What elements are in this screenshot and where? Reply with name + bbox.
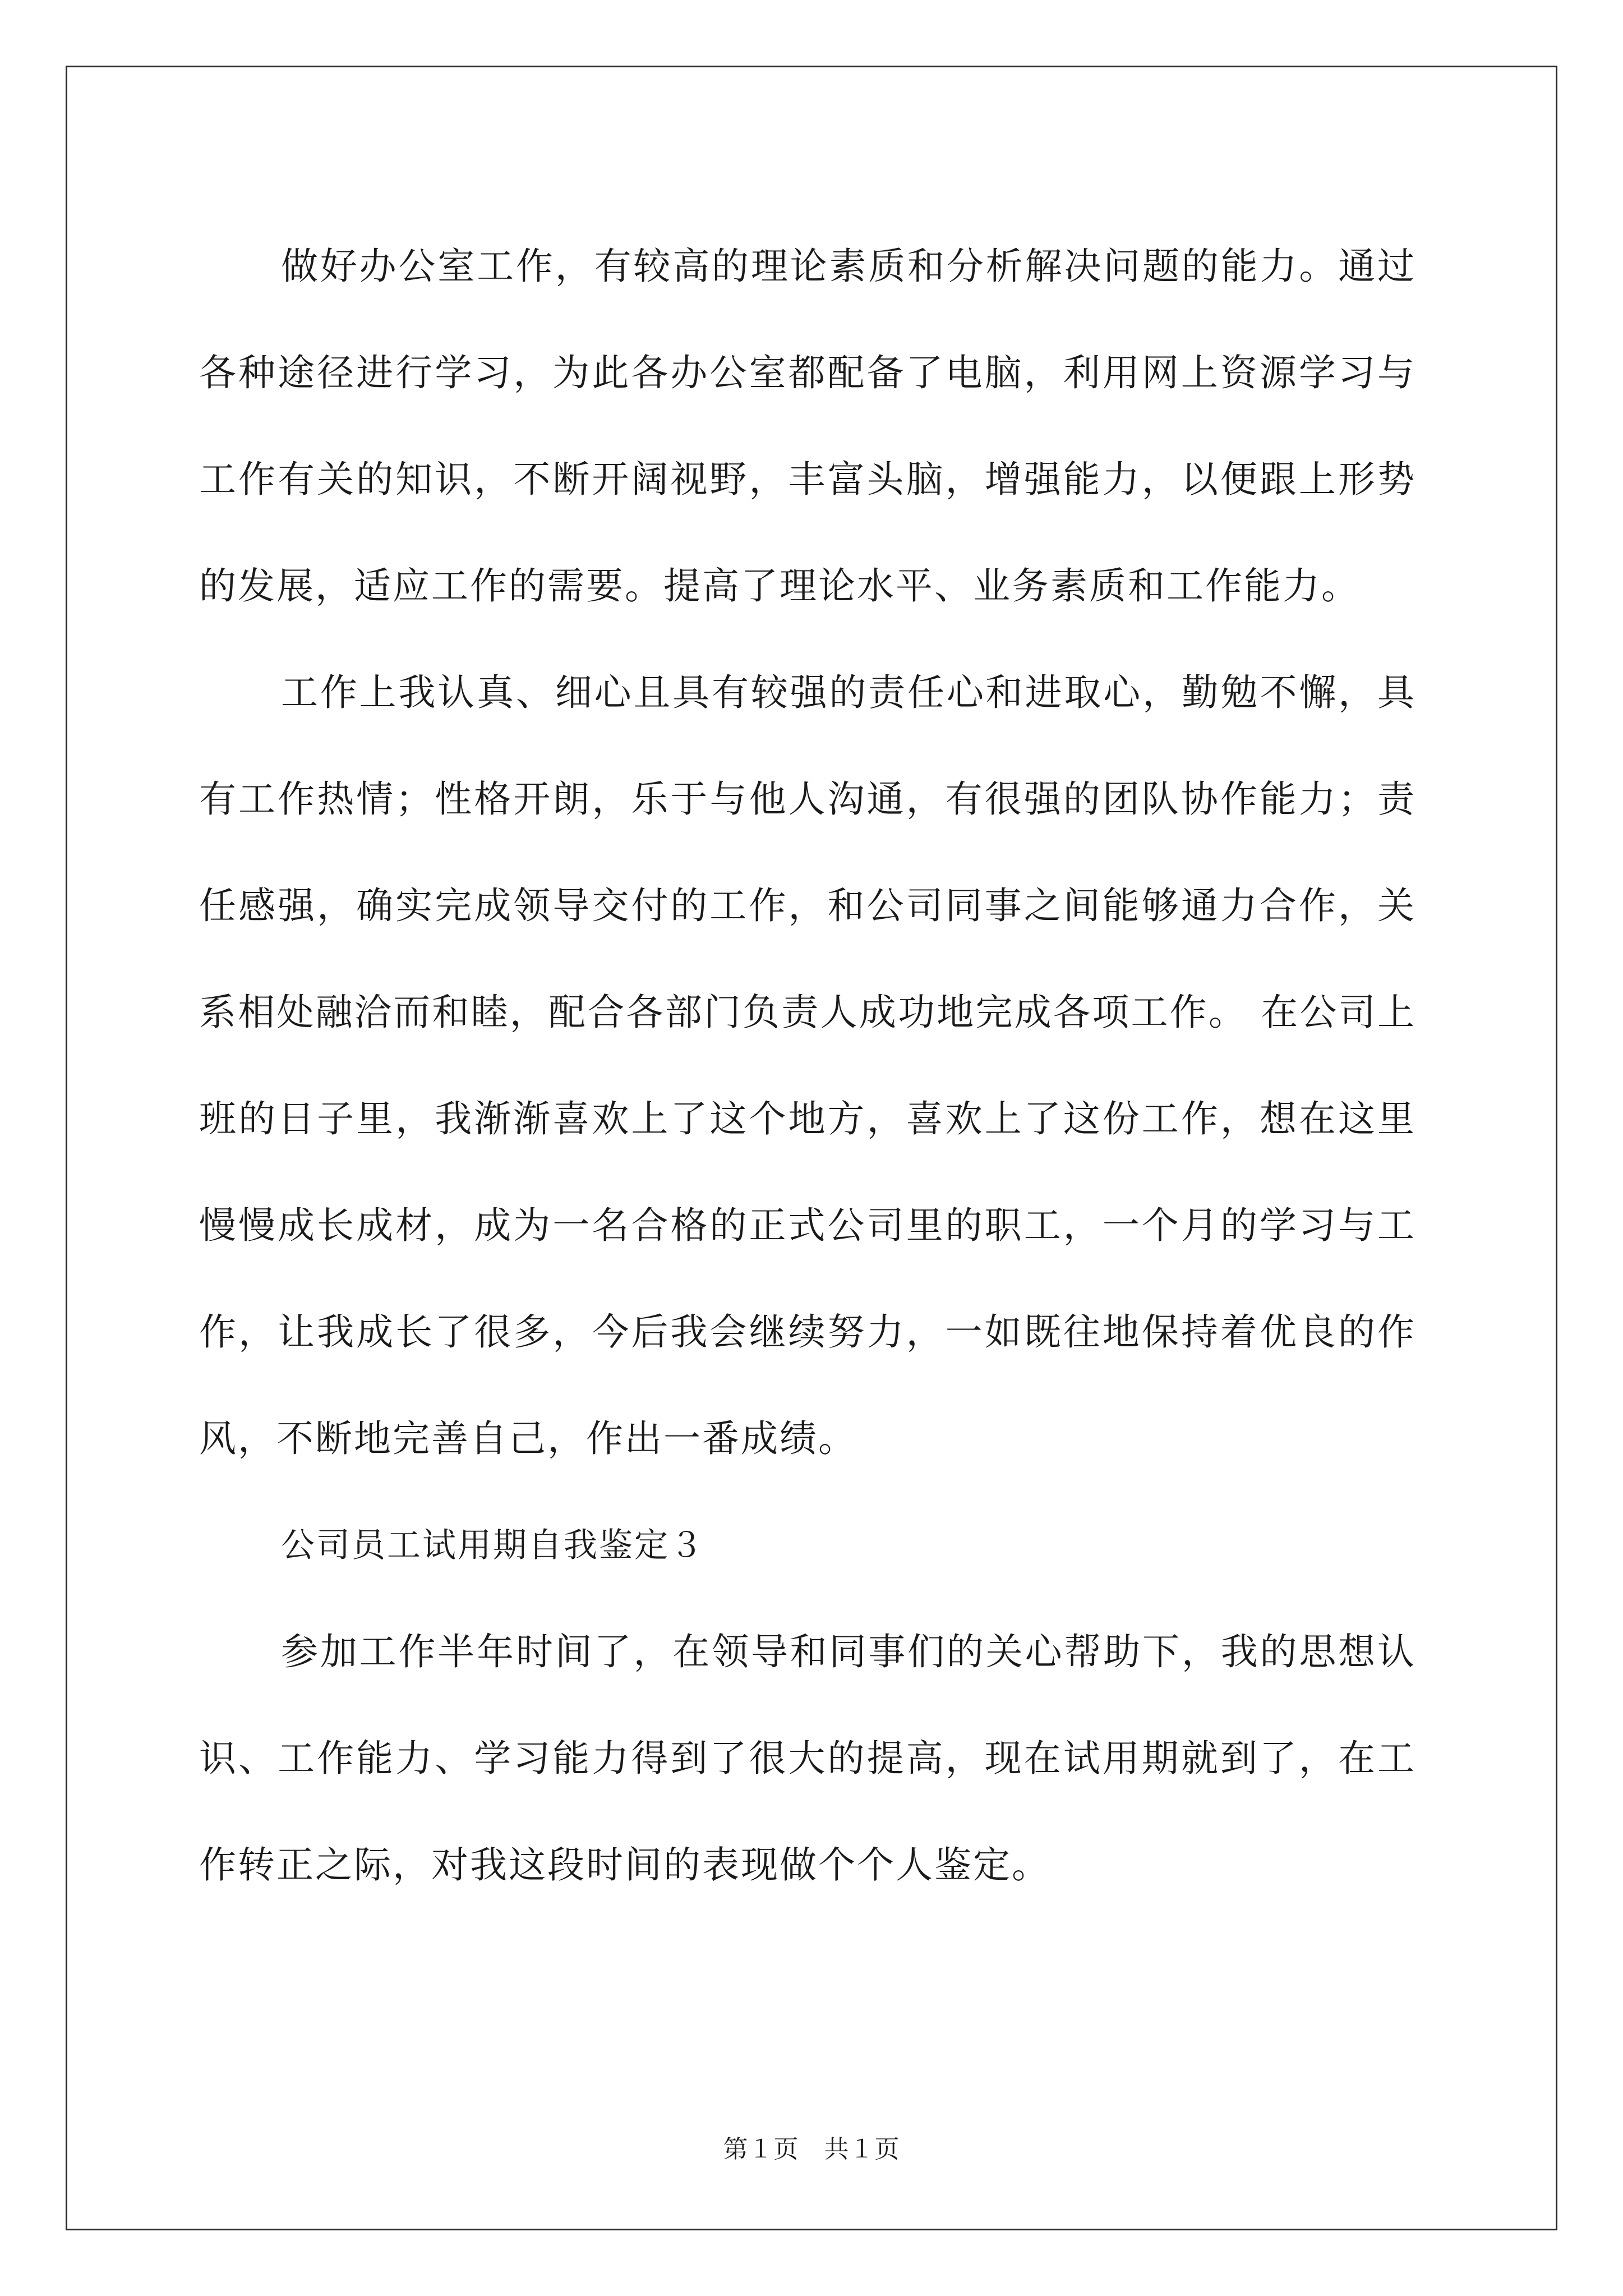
body-paragraph-1: 做好办公室工作，有较高的理论素质和分析解决问题的能力。通过各种途径进行学习，为此各办公室都配备了电脑，利用网上资源学习与工作有关的知识，不断开阔视野，丰富头脑，增强能力，以便跟上形势的发展，适应工作的需要。提高了理论水平、业务素质和工作能力。 xyxy=(199,245,1416,608)
page-footer: 第１页 共１页 xyxy=(723,2136,900,2163)
section-heading: 公司员工试用期自我鉴定３ xyxy=(281,1526,705,1565)
section-paragraph: 参加工作半年时间了，在领导和同事们的关心帮助下，我的思想认识、工作能力、学习能力得到了很大的提高，现在试用期就到了，在工作转正之际，对我这段时间的表现做个个人鉴定。 xyxy=(199,1630,1416,1887)
body-paragraph-2: 工作上我认真、细心且具有较强的责任心和进取心，勤勉不懈，具有工作热情；性格开朗，乐于与他人沟通，有很强的团队协作能力；责任感强，确实完成领导交付的工作，和公司同事之间能够通力合作，关系相处融洽而和睦，配合各部门负责人成功地完成各项工作。 在公司上班的日子里，我渐渐喜欢上了这个地方，喜欢上了这份工作，想在这里慢慢成长成材，成为一名合格的正式公司里的职工，一个月的学习与工作，让我成长了很多，今后我会继续努力，一如既往地保持着优良的作风，不断地完善自己，作出一番成绩。 xyxy=(199,671,1416,1460)
document-body xyxy=(199,213,1416,1918)
